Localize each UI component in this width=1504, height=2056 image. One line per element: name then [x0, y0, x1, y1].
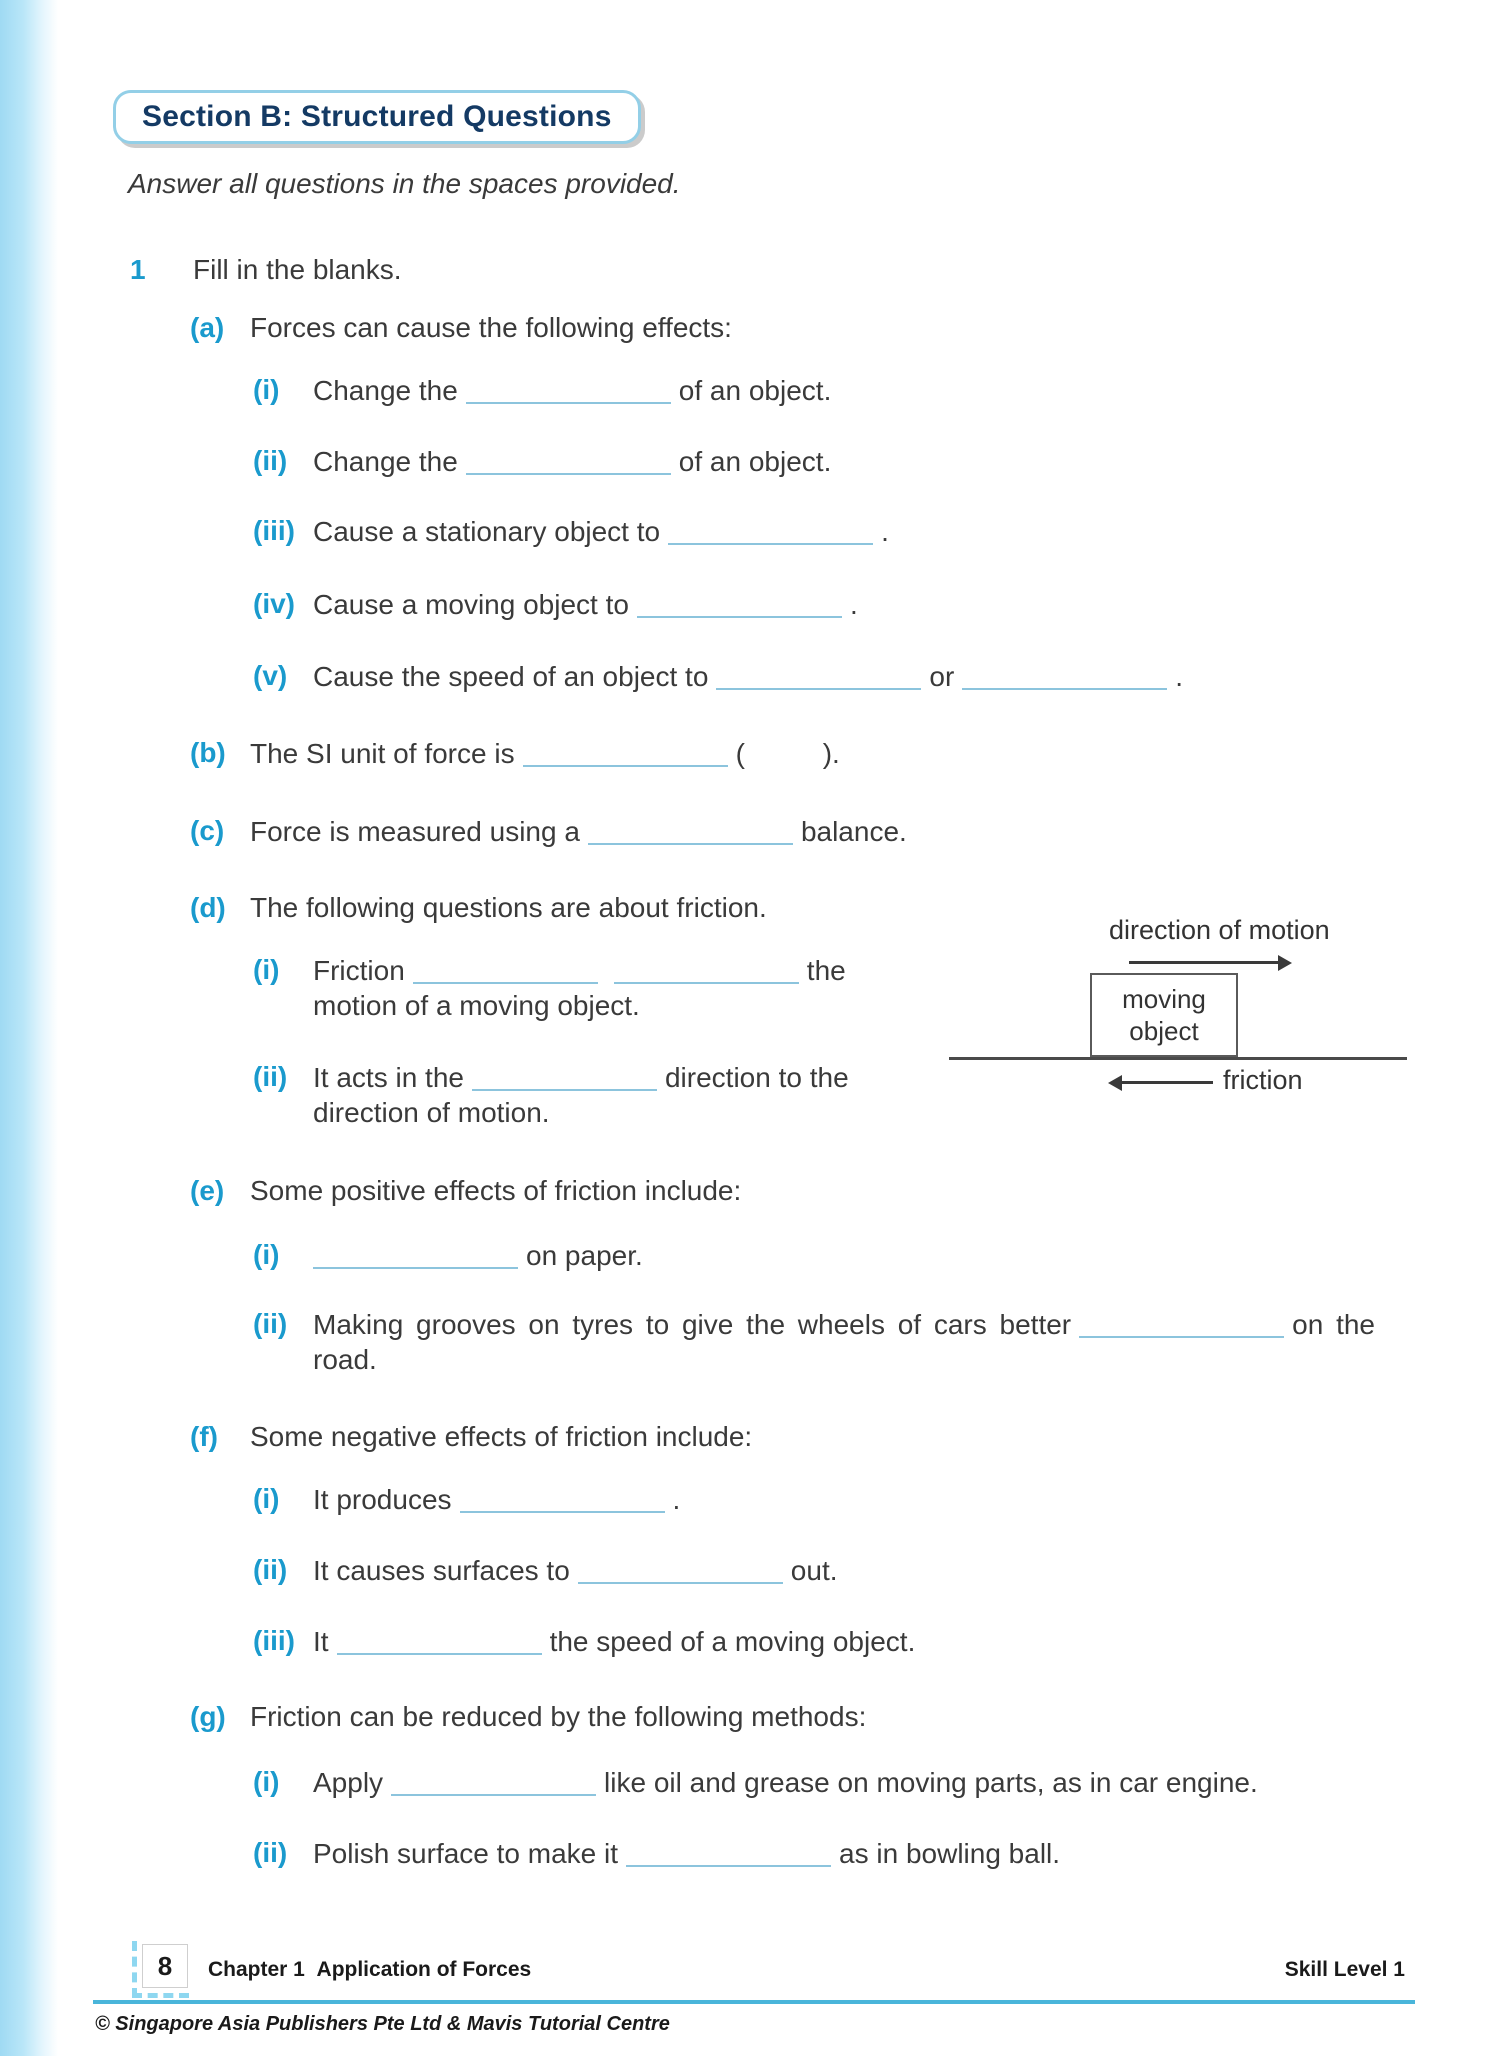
line-text: It produces	[313, 1484, 452, 1515]
line-text: on the	[1292, 1309, 1375, 1340]
line-text: Apply	[313, 1767, 384, 1798]
line-text: .	[1175, 661, 1184, 692]
line-text: Cause a stationary object to	[313, 516, 661, 547]
part-label: (c)	[190, 815, 225, 846]
item-label: (iii)	[253, 515, 295, 546]
item-label: (iii)	[253, 1625, 295, 1656]
part-text: Some positive effects of friction include:	[250, 1175, 742, 1206]
line-text: Change the	[313, 446, 458, 477]
line-text: direction to the	[664, 1062, 849, 1093]
line-text: Cause a moving object to	[313, 589, 629, 620]
section-title: Section B: Structured Questions	[142, 100, 612, 133]
answer-blank	[588, 817, 793, 845]
part-label: (a)	[190, 312, 225, 343]
line-text: .	[849, 589, 858, 620]
line-text: .	[672, 1484, 681, 1515]
answer-blank	[626, 1839, 831, 1867]
line-text: Making grooves on tyres to give the wheels of cars better	[313, 1309, 1072, 1340]
answer-blank	[391, 1768, 596, 1796]
question-title: Fill in the blanks.	[193, 254, 402, 285]
item-label: (ii)	[253, 1837, 288, 1868]
answer-blank	[313, 1241, 518, 1269]
line-text: It	[313, 1626, 329, 1657]
line-text: balance.	[800, 816, 907, 847]
line-text: The SI unit of force is	[250, 738, 515, 769]
skill-level: Skill Level 1	[1284, 1958, 1405, 1981]
answer-blank	[716, 662, 921, 690]
answer-blank	[466, 447, 671, 475]
answer-blank	[523, 739, 728, 767]
line-text: direction of motion.	[313, 1097, 550, 1128]
line-text: or	[929, 661, 955, 692]
answer-blank	[578, 1556, 783, 1584]
item-label: (ii)	[253, 1061, 288, 1092]
line-text: It acts in the	[313, 1062, 464, 1093]
footer-divider	[93, 2000, 1415, 2004]
part-text: Some negative effects of friction include:	[250, 1421, 753, 1452]
line-text: road.	[313, 1344, 377, 1375]
line-text: on paper.	[526, 1240, 643, 1271]
line-text: as in bowling ball.	[839, 1838, 1061, 1869]
item-label: (i)	[253, 374, 280, 405]
part-label: (d)	[190, 892, 226, 923]
line-text: motion of a moving object.	[313, 990, 640, 1021]
side-stripe	[0, 0, 58, 2056]
chapter-title: Chapter 1 Application of Forces	[208, 1958, 532, 1981]
answer-blank	[460, 1485, 665, 1513]
line-text: of an object.	[678, 446, 832, 477]
question-number: 1	[130, 254, 146, 285]
direction-of-motion-label: direction of motion	[1109, 915, 1330, 945]
line-text: the speed of a moving object.	[549, 1626, 916, 1657]
item-label: (i)	[253, 954, 280, 985]
line-text: like oil and grease on moving parts, as in car engine.	[604, 1767, 1258, 1798]
copyright-text: © Singapore Asia Publishers Pte Ltd & Mavis Tutorial Centre	[95, 2013, 670, 2035]
answer-blank	[413, 956, 598, 984]
page-number: 8	[157, 1950, 173, 1981]
part-label: (g)	[190, 1701, 226, 1732]
part-label: (e)	[190, 1175, 225, 1206]
part-text: Forces can cause the following effects:	[250, 312, 732, 343]
friction-arrow-icon	[1121, 1081, 1213, 1084]
page-number-box	[142, 1944, 188, 1988]
answer-blank	[668, 517, 873, 545]
line-text: Change the	[313, 375, 458, 406]
answer-blank	[962, 662, 1167, 690]
line-text: .	[881, 516, 889, 547]
answer-blank	[472, 1063, 657, 1091]
item-label: (ii)	[253, 1554, 288, 1585]
item-label: (i)	[253, 1766, 280, 1797]
moving-object-label: object	[1129, 1016, 1199, 1046]
line-text: out.	[790, 1555, 838, 1586]
section-header	[113, 90, 641, 144]
line-text: the	[806, 955, 846, 986]
part-text: Friction can be reduced by the following methods:	[250, 1701, 867, 1732]
part-label: (f)	[190, 1421, 218, 1452]
answer-blank	[466, 376, 671, 404]
part-text: The following questions are about friction.	[250, 892, 767, 923]
line-text: It causes surfaces to	[313, 1555, 570, 1586]
line-text: ( ).	[735, 738, 840, 769]
friction-label: friction	[1223, 1065, 1303, 1095]
answer-blank	[637, 590, 842, 618]
direction-arrow-icon	[1129, 961, 1279, 964]
item-label: (i)	[253, 1483, 280, 1514]
answer-blank	[614, 956, 799, 984]
item-label: (ii)	[253, 445, 288, 476]
line-text: Friction	[313, 955, 405, 986]
line-text: Polish surface to make it	[313, 1838, 619, 1869]
part-label: (b)	[190, 737, 226, 768]
line-text: Force is measured using a	[250, 816, 580, 847]
item-label: (iv)	[253, 588, 295, 619]
item-label: (i)	[253, 1239, 280, 1270]
line-text: Cause the speed of an object to	[313, 661, 709, 692]
item-label: (ii)	[253, 1308, 288, 1339]
ground-line	[949, 1057, 1407, 1060]
item-label: (v)	[253, 660, 288, 691]
instruction-text: Answer all questions in the spaces provided.	[128, 168, 681, 199]
answer-blank	[337, 1627, 542, 1655]
answer-blank	[1079, 1310, 1284, 1338]
line-text: of an object.	[678, 375, 832, 406]
moving-object-label: moving	[1122, 983, 1206, 1014]
moving-object-box	[1090, 973, 1238, 1057]
friction-diagram	[949, 915, 1407, 1100]
